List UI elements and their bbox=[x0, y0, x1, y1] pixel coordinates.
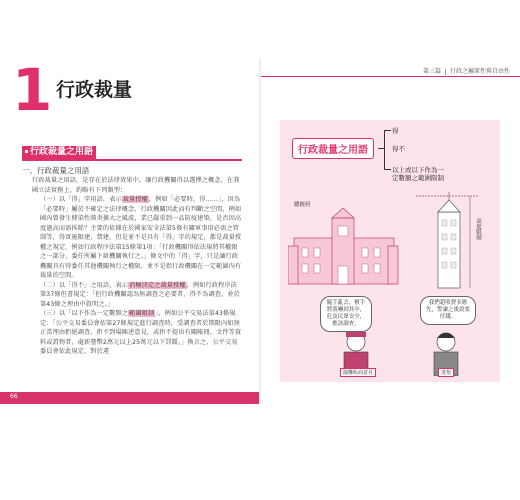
person-label-right: 違規 bbox=[438, 368, 454, 377]
person-label-left: 擺攤販商意見 bbox=[340, 368, 376, 377]
item-two-lead: （二）以「得不」之用語，表示 bbox=[40, 281, 129, 289]
speech-bubble-left: 隨手亂丟，檳手將我嚇到其中，危及民眾安全，應該調查。 bbox=[320, 296, 372, 332]
highlight-discretion-authorization: 裁量授權 bbox=[122, 196, 148, 203]
subheading: 一、行政裁量之用語 bbox=[22, 166, 90, 175]
body-text bbox=[22, 165, 242, 357]
building-label: 總統府 bbox=[294, 202, 311, 208]
option-de: 得 bbox=[392, 127, 399, 135]
section-underline bbox=[22, 159, 242, 161]
item-three bbox=[22, 309, 242, 357]
highlight-range-limit: 範圍限制 bbox=[129, 310, 155, 317]
item-two-body: ，例如行政程序法第37條但書規定：「但行政機關認為無調查之必要者，得不為調查，並於第43條之理由中敘明之。」 bbox=[40, 281, 240, 308]
header-rule bbox=[260, 76, 520, 77]
header-topic: 行政之屬原性與自由性 bbox=[449, 68, 510, 75]
item-one-lead: （一）以「得」字用語，表示 bbox=[40, 196, 122, 203]
book-gutter bbox=[259, 58, 261, 404]
speech-bubble-right: 我們超收費多應先，警讓之後說要付錢。 bbox=[420, 296, 476, 325]
section-title: 行政裁量之用語 bbox=[30, 147, 94, 157]
chapter-number: 1 bbox=[12, 56, 53, 124]
brace-icon bbox=[384, 130, 391, 170]
right-page bbox=[260, 58, 520, 404]
left-page bbox=[0, 58, 260, 404]
presidential-building-illustration bbox=[288, 208, 408, 288]
option-range: 以上或以下作為一定數額之範圍限制 bbox=[392, 166, 444, 182]
highlight-negative-discretion: 消極決定之裁量授權 bbox=[129, 281, 186, 289]
header-part: 第三篇 bbox=[422, 68, 441, 75]
item-three-body: 」，例如公平交易法第43條規定：「公平交易委員會依第27條規定進行調查時，受調查者於期限內如無正當理由拒絕調查、拒不到場陳述意見，或拒不提出有關帳冊、文件等資料或證物者，處新臺幣2萬元以上25萬元以下罰鍰。」換言之，公平交易委員會依此規定，對於違 bbox=[40, 310, 242, 355]
section-tag bbox=[22, 146, 96, 159]
item-one-body: ，例如「必要時，得……」，因為「必要時」屬於不確定之法律概念，行政機關因此而有判斷之空間，例如國內曾發生傳染性肺炎擴大之風波，業已嚴重到一品防疫建築，是否因高度過高而需拆除？主要的依據在於國家安全法第5條有關軍事用必需之管制等，得實施限建，禁建，但是並不是具有「得」字的規定，都是裁量授權之規定，例如行政程序法第15條第1項：「行政機關得依法規將其權限之一部分，委任所屬下級機關執行之。」條文中的「得」字，只是讓行政機關具有得委任其他機關執行之權限，並不是指行政機關在一定範圍內有裁量的空間。 bbox=[40, 196, 242, 279]
chapter-title: 行政裁量 bbox=[56, 79, 133, 101]
tower-illustration bbox=[412, 190, 482, 290]
section-heading bbox=[22, 146, 242, 160]
height-limit-label: 高度限制 bbox=[475, 218, 481, 240]
option-debu: 得不 bbox=[392, 145, 405, 153]
page-number-right: 67 bbox=[502, 393, 510, 400]
header-divider bbox=[445, 69, 446, 75]
item-one bbox=[22, 195, 242, 281]
illustration-panel bbox=[280, 120, 500, 382]
page-number-left: 66 bbox=[10, 393, 18, 400]
diagram-title: 行政裁量之用語 bbox=[292, 138, 374, 159]
square-bullet-icon bbox=[25, 150, 28, 153]
running-header bbox=[423, 66, 510, 75]
item-two bbox=[22, 281, 242, 310]
intro-paragraph: 行政裁量之用語，是存在於法律效果中，讓行政機關得以選擇之概念，在我國立法實務上，約略有下列類型： bbox=[32, 177, 240, 194]
item-three-lead: （三）以「以下作為一定數額之 bbox=[40, 310, 129, 317]
footer-bar-left bbox=[0, 392, 260, 404]
